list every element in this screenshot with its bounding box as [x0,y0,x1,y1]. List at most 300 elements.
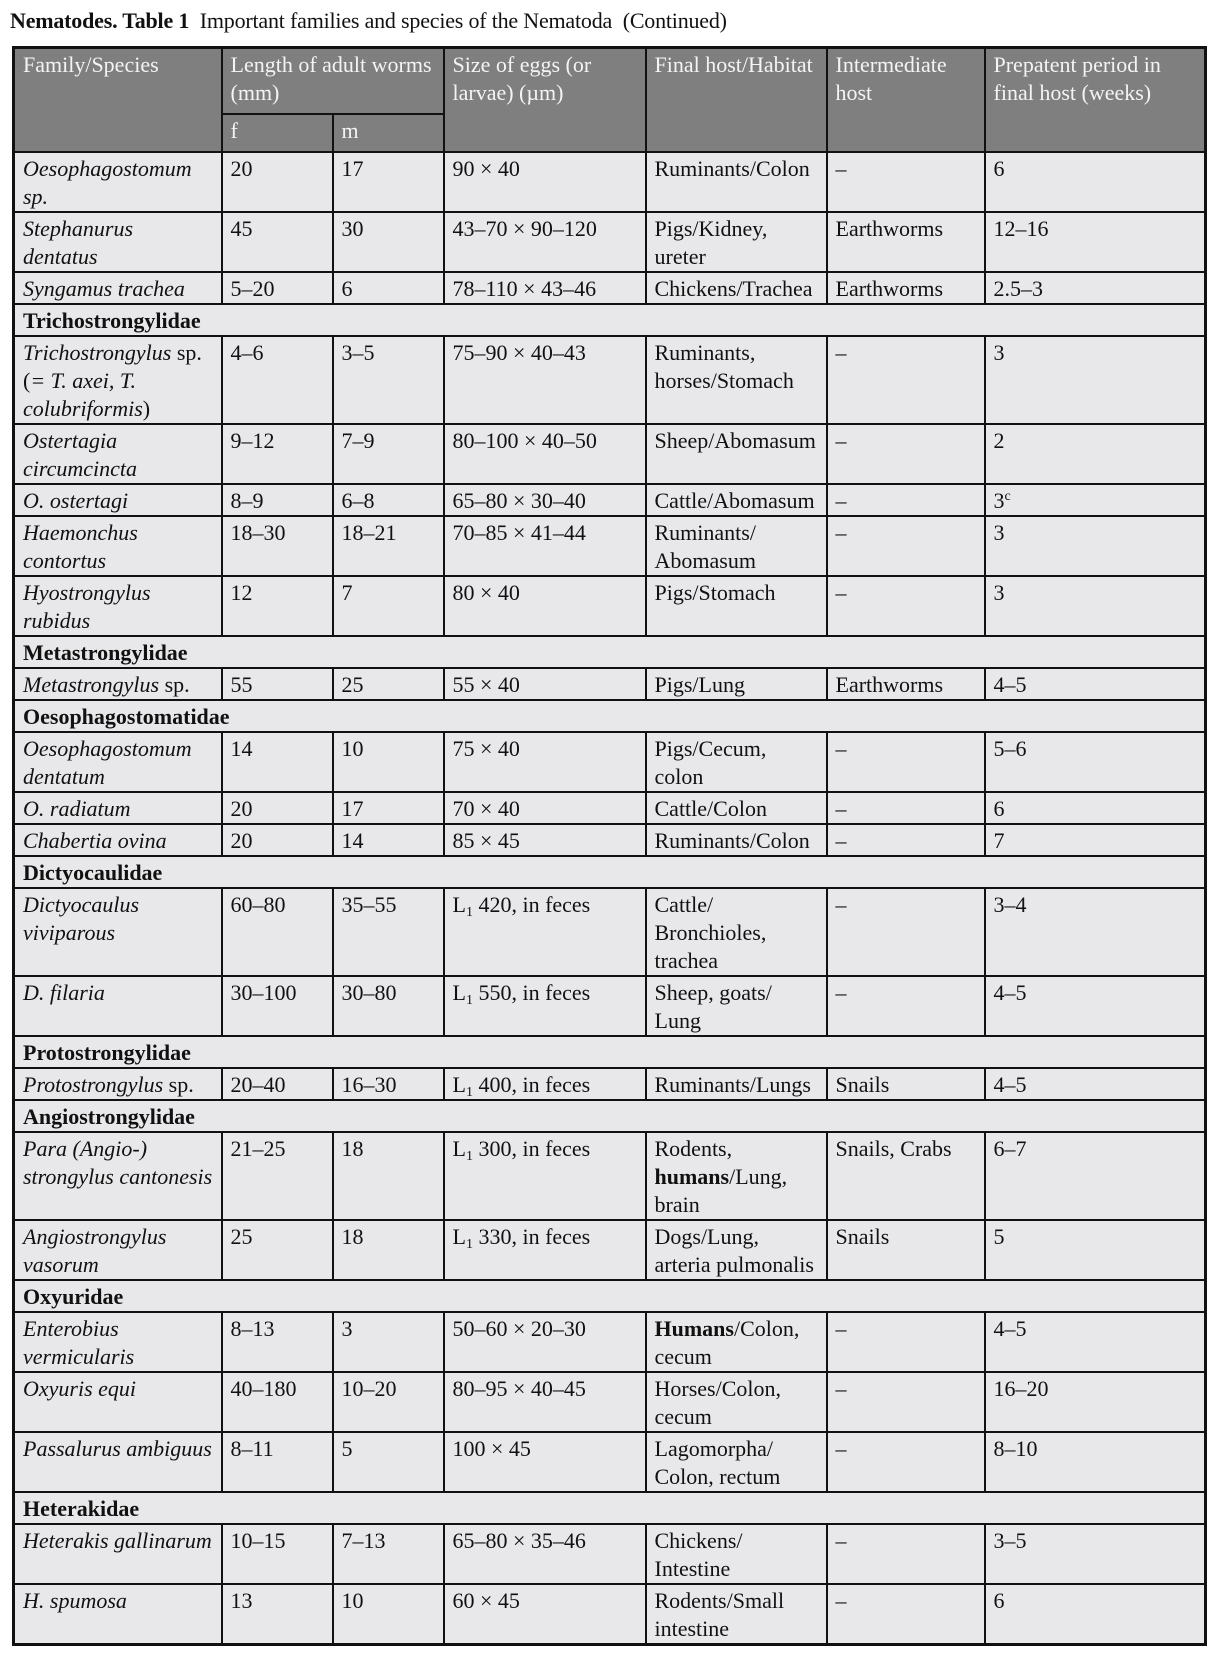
final-host [646,516,827,576]
text-segment: 1 [465,1236,473,1252]
length-female: 40–180 [222,1372,333,1432]
egg-size [444,976,646,1036]
length-female: 10–15 [222,1524,333,1584]
length-male: 35–55 [333,888,444,976]
intermediate-host: Earthworms [827,212,985,272]
header-length-male: m [333,114,444,152]
text-segment: 1 [465,904,473,920]
text-segment: Trichostrongylus [23,339,172,365]
family-name: Metastrongylidae [14,636,1206,668]
prepatent-period [985,732,1206,792]
species-name [14,1312,222,1372]
final-host [646,1220,827,1280]
text-segment: ) [142,395,151,421]
text-segment: 2 [993,427,1005,453]
length-female: 8–13 [222,1312,333,1372]
species-row [14,212,1206,272]
text-segment: Rodents/Small intestine [654,1587,785,1641]
caption-suffix: (Continued) [622,8,727,33]
family-name: Protostrongylidae [14,1036,1206,1068]
species-name [14,1584,222,1645]
text-segment: 3 [993,339,1005,365]
family-name: Oesophagostomatidae [14,700,1206,732]
text-segment: sp. [159,671,190,697]
length-female: 20–40 [222,1068,333,1100]
text-segment: sp. [163,1071,194,1097]
text-segment: 16–20 [993,1375,1049,1401]
length-male: 18–21 [333,516,444,576]
egg-size [444,668,646,700]
species-name [14,792,222,824]
text-segment: Heterakis gallinarum [23,1527,212,1553]
egg-size [444,792,646,824]
final-host [646,1584,827,1645]
text-segment: 5 [993,1223,1005,1249]
intermediate-host: – [827,1524,985,1584]
text-segment: 3–5 [993,1527,1027,1553]
text-segment: 78–110 × 43–46 [452,275,597,301]
nematoda-table [12,46,1207,1646]
species-name [14,1372,222,1432]
length-female: 21–25 [222,1132,333,1220]
length-male: 7–13 [333,1524,444,1584]
text-segment: 90 × 40 [452,155,520,181]
text-segment: Ruminants, horses/Stomach [654,339,794,393]
species-name [14,1068,222,1100]
family-row [14,1492,1206,1524]
egg-size [444,1584,646,1645]
final-host [646,424,827,484]
text-segment: 70–85 × 41–44 [452,519,586,545]
text-segment: 4–5 [993,979,1027,1005]
text-segment: 300, in feces [472,1135,591,1161]
length-female: 60–80 [222,888,333,976]
species-name [14,1524,222,1584]
final-host [646,1132,827,1220]
final-host [646,212,827,272]
species-row [14,668,1206,700]
text-segment: Dogs/Lung, arteria pulmonalis [654,1223,814,1277]
final-host [646,1432,827,1492]
species-row [14,824,1206,856]
intermediate-host: – [827,1432,985,1492]
length-male: 3 [333,1312,444,1372]
egg-size [444,1220,646,1280]
intermediate-host: – [827,732,985,792]
text-segment: Ruminants/Colon [654,827,810,853]
length-female: 8–11 [222,1432,333,1492]
egg-size [444,516,646,576]
text-segment: Metastrongylus [23,671,160,697]
species-row [14,336,1206,424]
family-name: Heterakidae [14,1492,1206,1524]
length-female: 20 [222,152,333,212]
prepatent-period [985,576,1206,636]
species-row [14,1584,1206,1645]
intermediate-host: – [827,516,985,576]
family-name: Oxyuridae [14,1280,1206,1312]
family-row [14,1036,1206,1068]
species-row [14,888,1206,976]
family-row [14,304,1206,336]
species-row [14,424,1206,484]
text-segment: = T. axei, T. colubriformis [23,367,143,421]
length-female: 12 [222,576,333,636]
text-segment: Oesophagostomum sp. [23,155,192,209]
species-row [14,1068,1206,1100]
text-segment: 6–7 [993,1135,1027,1161]
text-segment: Chabertia ovina [23,827,167,853]
egg-size [444,336,646,424]
species-name [14,1220,222,1280]
final-host [646,152,827,212]
egg-size [444,1312,646,1372]
header-prepatent: Prepatent period in final host (weeks) [985,48,1206,152]
prepatent-period [985,976,1206,1036]
final-host [646,888,827,976]
intermediate-host: – [827,1584,985,1645]
text-segment: Chickens/Trachea [654,275,813,301]
final-host [646,1068,827,1100]
family-name: Trichostrongylidae [14,304,1206,336]
prepatent-period [985,272,1206,304]
intermediate-host: Snails [827,1220,985,1280]
final-host [646,484,827,516]
length-female: 8–9 [222,484,333,516]
species-name [14,272,222,304]
family-name: Dictyocaulidae [14,856,1206,888]
length-female: 9–12 [222,424,333,484]
species-name [14,1132,222,1220]
species-name [14,824,222,856]
prepatent-period [985,888,1206,976]
intermediate-host: – [827,824,985,856]
length-female: 5–20 [222,272,333,304]
intermediate-host: – [827,424,985,484]
text-segment: 6 [993,795,1005,821]
text-segment: 330, in feces [472,1223,591,1249]
text-segment: 43–70 × 90–120 [452,215,597,241]
prepatent-period [985,1068,1206,1100]
text-segment: 3 [993,579,1005,605]
text-segment: Horses/Colon, cecum [654,1375,781,1429]
length-male: 10 [333,1584,444,1645]
egg-size [444,1524,646,1584]
text-segment: Protostrongylus [23,1071,164,1097]
species-row [14,732,1206,792]
prepatent-period [985,668,1206,700]
species-name [14,212,222,272]
text-segment: 1 [465,1148,473,1164]
species-name [14,976,222,1036]
egg-size [444,424,646,484]
text-segment: 65–80 × 30–40 [452,487,586,513]
text-segment: Humans [654,1315,734,1341]
text-segment: Angiostrongylus vasorum [23,1223,167,1277]
text-segment: 100 × 45 [452,1435,531,1461]
text-segment: 5–6 [993,735,1027,761]
species-name [14,668,222,700]
prepatent-period [985,1524,1206,1584]
intermediate-host: – [827,484,985,516]
prepatent-period [985,152,1206,212]
egg-size [444,824,646,856]
species-row [14,152,1206,212]
intermediate-host: – [827,888,985,976]
species-row [14,576,1206,636]
text-segment: Pigs/Stomach [654,579,776,605]
text-segment: Pigs/Kidney, ureter [654,215,768,269]
egg-size [444,212,646,272]
text-segment: Para (Angio-) strongylus cantonesis [23,1135,213,1189]
text-segment: Cattle/Colon [654,795,767,821]
caption-text: Important families and species of the Nematoda [199,8,613,33]
text-segment: Ruminants/Colon [654,155,810,181]
species-name [14,484,222,516]
egg-size [444,1068,646,1100]
text-segment: O. ostertagi [23,487,129,513]
prepatent-period [985,424,1206,484]
text-segment: Dictyocaulus viviparous [23,891,140,945]
length-male: 6 [333,272,444,304]
length-female: 55 [222,668,333,700]
species-name [14,336,222,424]
prepatent-period [985,516,1206,576]
egg-size [444,272,646,304]
caption-label: Nematodes. Table 1 [10,8,190,33]
family-row [14,1280,1206,1312]
text-segment: c [1004,488,1011,504]
prepatent-period [985,1372,1206,1432]
final-host [646,576,827,636]
text-segment: 400, in feces [472,1071,591,1097]
text-segment: Pigs/Cecum, colon [654,735,767,789]
prepatent-period [985,824,1206,856]
length-female: 30–100 [222,976,333,1036]
intermediate-host: – [827,792,985,824]
species-row [14,1372,1206,1432]
text-segment: 3–4 [993,891,1027,917]
species-row [14,1220,1206,1280]
egg-size [444,1132,646,1220]
text-segment: 4–5 [993,671,1027,697]
species-row [14,272,1206,304]
length-female: 4–6 [222,336,333,424]
final-host [646,272,827,304]
text-segment: Lagomorpha/ Colon, rectum [654,1435,781,1489]
length-male: 10–20 [333,1372,444,1432]
length-male: 3–5 [333,336,444,424]
prepatent-period [985,1132,1206,1220]
text-segment: /Lung, brain [654,1163,788,1217]
text-segment: O. radiatum [23,795,131,821]
text-segment: 420, in feces [472,891,591,917]
text-segment: Rodents, [654,1135,733,1161]
text-segment: 50–60 × 20–30 [452,1315,586,1341]
text-segment: Sheep, goats/ Lung [654,979,772,1033]
final-host [646,1524,827,1584]
intermediate-host: – [827,1372,985,1432]
species-name [14,516,222,576]
prepatent-period [985,212,1206,272]
species-row [14,792,1206,824]
species-name [14,576,222,636]
text-segment: 55 × 40 [452,671,520,697]
final-host [646,824,827,856]
species-name [14,152,222,212]
text-segment: D. filaria [23,979,105,1005]
table-caption [10,8,727,34]
species-row [14,1132,1206,1220]
length-female: 14 [222,732,333,792]
text-segment: 1 [465,1084,473,1100]
species-row [14,484,1206,516]
text-segment: sp. ( [23,339,202,393]
length-male: 14 [333,824,444,856]
egg-size [444,576,646,636]
species-name [14,1432,222,1492]
family-row [14,856,1206,888]
text-segment: 3 [993,519,1005,545]
length-male: 16–30 [333,1068,444,1100]
length-male: 25 [333,668,444,700]
species-name [14,424,222,484]
length-female: 13 [222,1584,333,1645]
prepatent-period [985,484,1206,516]
final-host [646,792,827,824]
egg-size [444,484,646,516]
text-segment: Passalurus ambiguus [23,1435,212,1461]
text-segment: 70 × 40 [452,795,520,821]
length-female: 20 [222,824,333,856]
text-segment: humans [654,1163,730,1189]
text-segment: Ruminants/ Abomasum [654,519,756,573]
text-segment: Ruminants/Lungs [654,1071,811,1097]
length-male: 30 [333,212,444,272]
text-segment: 12–16 [993,215,1049,241]
length-male: 5 [333,1432,444,1492]
text-segment: 65–80 × 35–46 [452,1527,586,1553]
text-segment: Stephanurus dentatus [23,215,133,269]
text-segment: 85 × 45 [452,827,520,853]
species-name [14,732,222,792]
text-segment: L [452,891,466,917]
length-female: 20 [222,792,333,824]
text-segment: Syngamus trachea [23,275,185,301]
text-segment: L [452,1135,466,1161]
text-segment: Oesophagostomum dentatum [23,735,192,789]
family-row [14,700,1206,732]
prepatent-period [985,1312,1206,1372]
intermediate-host: – [827,976,985,1036]
species-row [14,1432,1206,1492]
text-segment: 3 [993,487,1005,513]
intermediate-host: – [827,152,985,212]
species-row [14,1312,1206,1372]
text-segment: 75–90 × 40–43 [452,339,586,365]
text-segment: 60 × 45 [452,1587,520,1613]
length-female: 45 [222,212,333,272]
intermediate-host: – [827,336,985,424]
text-segment: 6 [993,155,1005,181]
egg-size [444,152,646,212]
text-segment: L [452,1071,466,1097]
prepatent-period [985,336,1206,424]
text-segment: 8–10 [993,1435,1038,1461]
length-male: 17 [333,152,444,212]
intermediate-host: Earthworms [827,272,985,304]
text-segment: /Colon, cecum [654,1315,800,1369]
length-female: 25 [222,1220,333,1280]
length-male: 17 [333,792,444,824]
length-male: 18 [333,1132,444,1220]
table-body [14,152,1206,1645]
intermediate-host: – [827,576,985,636]
header-family-species: Family/Species [14,48,222,152]
text-segment: Cattle/ Bronchioles, trachea [654,891,767,973]
length-female: 18–30 [222,516,333,576]
egg-size [444,888,646,976]
text-segment: Oxyuris equi [23,1375,137,1401]
egg-size [444,1372,646,1432]
species-row [14,976,1206,1036]
species-name [14,888,222,976]
text-segment: H. spumosa [23,1587,127,1613]
text-segment: Sheep/Abomasum [654,427,816,453]
text-segment: Ostertagia circumcincta [23,427,138,481]
text-segment: Chickens/ Intestine [654,1527,743,1581]
header-final-host: Final host/Habitat [646,48,827,152]
final-host [646,732,827,792]
intermediate-host: – [827,1312,985,1372]
length-male: 6–8 [333,484,444,516]
family-row [14,636,1206,668]
text-segment: 550, in feces [472,979,591,1005]
length-male: 10 [333,732,444,792]
species-row [14,516,1206,576]
text-segment: 6 [993,1587,1005,1613]
text-segment: 7 [993,827,1005,853]
egg-size [444,1432,646,1492]
text-segment: 1 [465,992,473,1008]
table-header [14,48,1206,152]
intermediate-host: Snails [827,1068,985,1100]
final-host [646,1372,827,1432]
family-name: Angiostrongylidae [14,1100,1206,1132]
text-segment: 75 × 40 [452,735,520,761]
text-segment: Enterobius vermicularis [23,1315,135,1369]
final-host [646,976,827,1036]
text-segment: Pigs/Lung [654,671,745,697]
text-segment: 4–5 [993,1315,1027,1341]
intermediate-host: Snails, Crabs [827,1132,985,1220]
text-segment: 2.5–3 [993,275,1043,301]
species-row [14,1524,1206,1584]
final-host [646,1312,827,1372]
text-segment: 80–95 × 40–45 [452,1375,586,1401]
egg-size [444,732,646,792]
length-male: 18 [333,1220,444,1280]
text-segment: 80–100 × 40–50 [452,427,597,453]
prepatent-period [985,1432,1206,1492]
header-intermediate-host: Intermediate host [827,48,985,152]
intermediate-host: Earthworms [827,668,985,700]
text-segment: L [452,979,466,1005]
final-host [646,336,827,424]
final-host [646,668,827,700]
prepatent-period [985,1220,1206,1280]
text-segment: L [452,1223,466,1249]
